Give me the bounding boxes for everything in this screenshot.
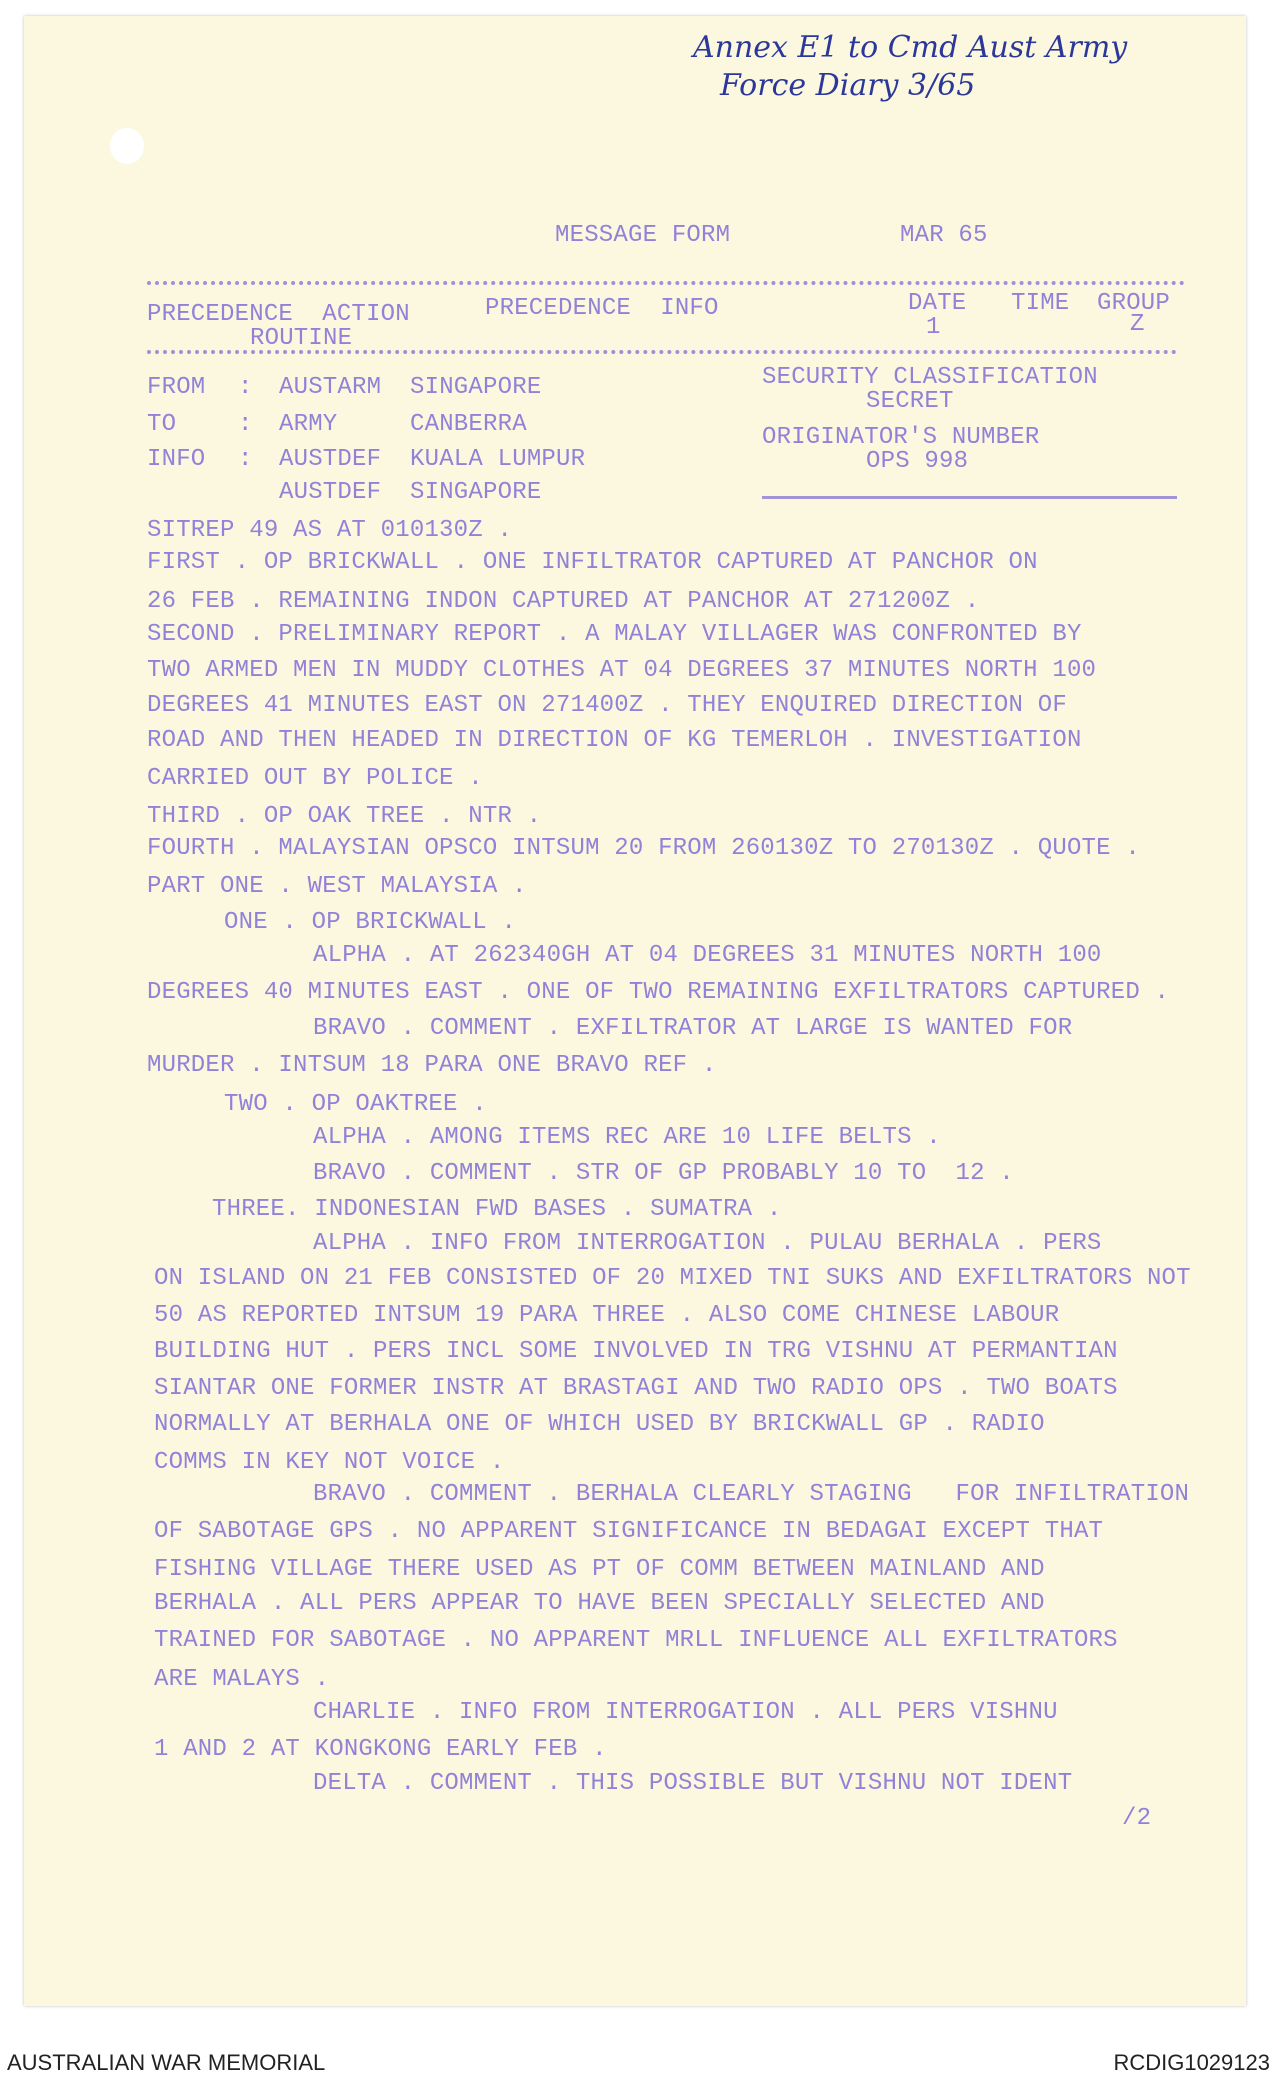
colon: : bbox=[238, 411, 253, 438]
body-line: CHARLIE . INFO FROM INTERROGATION . ALL PERS VISHNU bbox=[313, 1699, 1058, 1726]
time-label: TIME bbox=[1011, 290, 1070, 317]
date-value: 1 bbox=[926, 314, 941, 341]
to-label: TO bbox=[147, 411, 177, 438]
body-line: TRAINED FOR SABOTAGE . NO APPARENT MRLL INFLUENCE ALL EXFILTRATORS bbox=[154, 1627, 1118, 1654]
colon: : bbox=[238, 446, 253, 473]
from-place: SINGAPORE bbox=[410, 374, 542, 401]
info2-org: AUSTDEF bbox=[279, 479, 382, 506]
handwritten-annotation-line1: Annex E1 to Cmd Aust Army bbox=[693, 30, 1128, 65]
handwritten-annotation-line2: Force Diary 3/65 bbox=[720, 68, 976, 103]
footer-record-id: RCDIG1029123 bbox=[1113, 2050, 1270, 2075]
originator-number-label: ORIGINATOR'S NUMBER bbox=[762, 424, 1040, 451]
info-label: INFO bbox=[147, 446, 206, 473]
body-line: 1 AND 2 AT KONGKONG EARLY FEB . bbox=[154, 1736, 607, 1763]
body-line: FIRST . OP BRICKWALL . ONE INFILTRATOR CAPTURED AT PANCHOR ON bbox=[147, 549, 1038, 576]
body-line: FOURTH . MALAYSIAN OPSCO INTSUM 20 FROM 260130Z TO 270130Z . QUOTE . bbox=[147, 835, 1140, 862]
from-label: FROM bbox=[147, 374, 206, 401]
body-line: CARRIED OUT BY POLICE . bbox=[147, 765, 483, 792]
group-label: GROUP bbox=[1097, 290, 1171, 317]
divider bbox=[147, 281, 1185, 285]
body-line: OF SABOTAGE GPS . NO APPARENT SIGNIFICANCE IN BEDAGAI EXCEPT THAT bbox=[154, 1518, 1104, 1545]
info2-place: SINGAPORE bbox=[410, 479, 542, 506]
form-title: MESSAGE FORM bbox=[555, 222, 731, 249]
date-label: DATE bbox=[908, 290, 967, 317]
body-line: THREE. INDONESIAN FWD BASES . SUMATRA . bbox=[212, 1196, 782, 1223]
form-month: MAR 65 bbox=[900, 222, 988, 249]
body-line: BRAVO . COMMENT . STR OF GP PROBABLY 10 TO 12 . bbox=[313, 1160, 1014, 1187]
body-line: DEGREES 41 MINUTES EAST ON 271400Z . THEY ENQUIRED DIRECTION OF bbox=[147, 692, 1067, 719]
divider bbox=[147, 350, 1177, 354]
body-line: BUILDING HUT . PERS INCL SOME INVOLVED IN TRG VISHNU AT PERMANTIAN bbox=[154, 1338, 1118, 1365]
security-classification-value: SECRET bbox=[866, 388, 954, 415]
security-classification-label: SECURITY CLASSIFICATION bbox=[762, 364, 1098, 391]
body-line: 50 AS REPORTED INTSUM 19 PARA THREE . ALSO COME CHINESE LABOUR bbox=[154, 1302, 1060, 1329]
precedence-action-label: PRECEDENCE ACTION bbox=[147, 301, 410, 328]
body-line: ALPHA . INFO FROM INTERROGATION . PULAU BERHALA . PERS bbox=[313, 1230, 1102, 1257]
footer-source: AUSTRALIAN WAR MEMORIAL bbox=[7, 2050, 326, 2075]
body-line: ON ISLAND ON 21 FEB CONSISTED OF 20 MIXED TNI SUKS AND EXFILTRATORS NOT bbox=[154, 1265, 1191, 1292]
body-line: BRAVO . COMMENT . EXFILTRATOR AT LARGE IS WANTED FOR bbox=[313, 1015, 1073, 1042]
body-line: ARE MALAYS . bbox=[154, 1666, 330, 1693]
body-line: ONE . OP BRICKWALL . bbox=[224, 909, 517, 936]
body-line: DELTA . COMMENT . THIS POSSIBLE BUT VISHNU NOT IDENT bbox=[313, 1770, 1073, 1797]
body-line: BERHALA . ALL PERS APPEAR TO HAVE BEEN SPECIALLY SELECTED AND bbox=[154, 1590, 1045, 1617]
punch-hole bbox=[110, 128, 144, 164]
body-line: ALPHA . AMONG ITEMS REC ARE 10 LIFE BELTS . bbox=[313, 1124, 941, 1151]
info1-org: AUSTDEF bbox=[279, 446, 382, 473]
body-line: BRAVO . COMMENT . BERHALA CLEARLY STAGING FOR INFILTRATION bbox=[313, 1481, 1190, 1508]
body-line: ROAD AND THEN HEADED IN DIRECTION OF KG TEMERLOH . INVESTIGATION bbox=[147, 727, 1082, 754]
body-line: COMMS IN KEY NOT VOICE . bbox=[154, 1449, 505, 1476]
body-line: THIRD . OP OAK TREE . NTR . bbox=[147, 803, 542, 830]
body-line: NORMALLY AT BERHALA ONE OF WHICH USED BY BRICKWALL GP . RADIO bbox=[154, 1411, 1045, 1438]
precedence-info-label: PRECEDENCE INFO bbox=[485, 295, 719, 322]
body-line: PART ONE . WEST MALAYSIA . bbox=[147, 873, 527, 900]
body-line: TWO . OP OAKTREE . bbox=[224, 1091, 487, 1118]
originator-number-value: OPS 998 bbox=[866, 448, 969, 475]
page-continuation: /2 bbox=[1122, 1805, 1152, 1832]
from-org: AUSTARM bbox=[279, 374, 382, 401]
body-line: SIANTAR ONE FORMER INSTR AT BRASTAGI AND TWO RADIO OPS . TWO BOATS bbox=[154, 1375, 1118, 1402]
body-line: ALPHA . AT 262340GH AT 04 DEGREES 31 MINUTES NORTH 100 bbox=[313, 942, 1102, 969]
body-line: DEGREES 40 MINUTES EAST . ONE OF TWO REMAINING EXFILTRATORS CAPTURED . bbox=[147, 979, 1170, 1006]
body-line: SITREP 49 AS AT 010130Z . bbox=[147, 517, 513, 544]
precedence-action-value: ROUTINE bbox=[250, 325, 353, 352]
colon: : bbox=[238, 374, 253, 401]
body-line: TWO ARMED MEN IN MUDDY CLOTHES AT 04 DEGREES 37 MINUTES NORTH 100 bbox=[147, 657, 1097, 684]
body-line: SECOND . PRELIMINARY REPORT . A MALAY VILLAGER WAS CONFRONTED BY bbox=[147, 621, 1082, 648]
divider bbox=[762, 496, 1177, 499]
body-line: FISHING VILLAGE THERE USED AS PT OF COMM BETWEEN MAINLAND AND bbox=[154, 1556, 1045, 1583]
to-place: CANBERRA bbox=[410, 411, 527, 438]
body-line: MURDER . INTSUM 18 PARA ONE BRAVO REF . bbox=[147, 1052, 717, 1079]
body-line: 26 FEB . REMAINING INDON CAPTURED AT PANCHOR AT 271200Z . bbox=[147, 588, 980, 615]
info1-place: KUALA LUMPUR bbox=[410, 446, 586, 473]
to-org: ARMY bbox=[279, 411, 338, 438]
group-value: Z bbox=[1130, 311, 1145, 338]
